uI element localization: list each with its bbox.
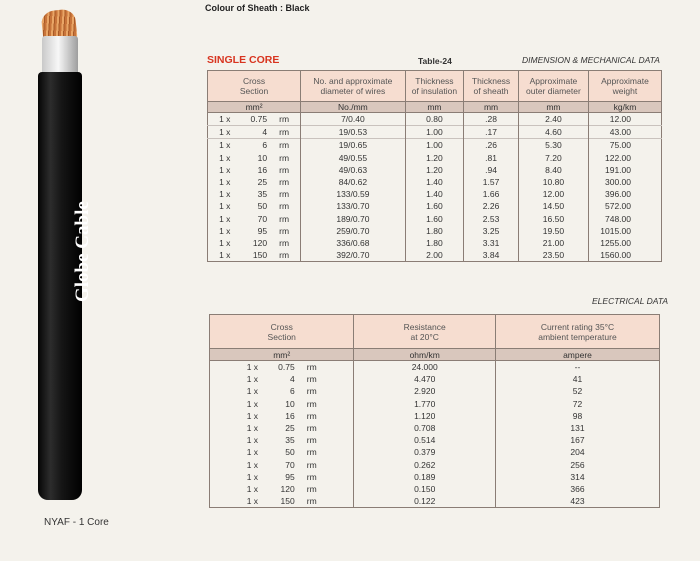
weight-cell: 300.00	[605, 177, 631, 188]
wires-cell: 259/0.70	[301, 225, 406, 237]
cross-section-value	[247, 446, 317, 458]
weight-cell: 43.00	[588, 126, 661, 139]
resistance-cell: 1.770	[354, 398, 496, 410]
column-header: Thickness of insulation	[405, 71, 464, 102]
cross-section-cell	[208, 152, 301, 164]
section-unit: rm	[279, 152, 290, 163]
sheath-cell: 2.53	[464, 213, 519, 225]
section-size: 25	[285, 423, 295, 434]
unit-cell: kg/km	[588, 102, 661, 113]
cross-section-value	[219, 152, 289, 164]
column-header: Current rating 35°C ambient temperature	[495, 315, 659, 349]
section-unit: rm	[279, 201, 290, 212]
multiplier: 1 x	[246, 386, 259, 397]
cross-section-cell	[208, 237, 301, 249]
table-row	[208, 225, 662, 237]
section-unit: rm	[306, 459, 317, 470]
section-size: 120	[252, 237, 268, 248]
cross-section-cell	[208, 139, 301, 152]
sheath-cell: .94	[464, 164, 519, 176]
table-row	[210, 471, 660, 483]
wires-cell: 336/0.68	[301, 237, 406, 249]
outer-diameter-cell: 4.60	[518, 126, 588, 139]
multiplier: 1 x	[219, 140, 231, 151]
insulation-cell: 1.40	[405, 176, 464, 188]
multiplier: 1 x	[219, 213, 231, 224]
sheath-cell: .26	[464, 139, 519, 152]
cross-section-cell	[208, 249, 301, 262]
outer-diameter-cell: 14.50	[518, 200, 588, 212]
unit-cell: No./mm	[301, 102, 406, 113]
section-size: 150	[252, 250, 268, 261]
outer-diameter-cell: 21.00	[518, 237, 588, 249]
sheath-cell: 1.66	[464, 188, 519, 200]
multiplier: 1 x	[219, 237, 231, 248]
resistance-cell: 0.262	[354, 459, 496, 471]
dimension-table-units	[208, 102, 662, 113]
insulation-cell: 1.20	[405, 152, 464, 164]
cross-section-cell	[208, 200, 301, 212]
table-row	[210, 446, 660, 458]
cable-brand-name: Globe Cable	[72, 201, 93, 302]
resistance-cell: 0.514	[354, 434, 496, 446]
weight-cell: 572.00	[605, 201, 631, 212]
current-rating-cell: 167	[570, 435, 585, 446]
section-title: SINGLE CORE	[207, 54, 280, 66]
current-rating-cell: 423	[570, 496, 585, 507]
dimension-table-header	[208, 71, 662, 102]
table-row	[210, 434, 660, 446]
outer-diameter-cell: 5.30	[518, 139, 588, 152]
cross-section-value	[219, 164, 289, 176]
wires-cell: 133/0.70	[301, 200, 406, 212]
resistance-cell: 0.379	[354, 446, 496, 458]
unit-cell: mm	[405, 102, 464, 113]
cross-section-cell	[208, 164, 301, 176]
current-rating-cell: 52	[572, 386, 583, 397]
current-rating-cell: 131	[570, 423, 585, 434]
electrical-heading: ELECTRICAL DATA	[592, 296, 669, 306]
cross-section-cell	[210, 385, 354, 397]
sheath-cell: 3.25	[464, 225, 519, 237]
section-unit: rm	[279, 114, 290, 125]
electrical-table	[209, 314, 660, 508]
section-size: 6	[262, 140, 268, 151]
section-unit: rm	[279, 177, 290, 188]
cross-section-cell	[210, 422, 354, 434]
cross-section-cell	[208, 213, 301, 225]
wires-cell: 392/0.70	[301, 249, 406, 262]
section-size: 35	[257, 189, 268, 200]
current-rating-cell: 72	[572, 398, 583, 409]
cross-section-value	[219, 225, 289, 237]
section-unit: rm	[279, 140, 290, 151]
wires-cell: 133/0.59	[301, 188, 406, 200]
column-header: Approximate weight	[588, 71, 661, 102]
unit-cell: mm	[518, 102, 588, 113]
section-size: 95	[257, 225, 268, 236]
table-row	[208, 188, 662, 200]
cross-section-cell	[208, 225, 301, 237]
cross-section-value	[219, 113, 289, 125]
table-row	[208, 164, 662, 176]
table-number: Table-24	[418, 56, 452, 66]
cross-section-value	[247, 422, 317, 434]
section-unit: rm	[279, 225, 290, 236]
cross-section-value	[219, 188, 289, 200]
section-unit: rm	[279, 213, 290, 224]
sheath-cell: .81	[464, 152, 519, 164]
cross-section-value	[219, 126, 289, 138]
cross-section-value	[247, 434, 317, 446]
cross-section-value	[247, 361, 317, 373]
cross-section-cell	[210, 373, 354, 385]
cross-section-cell	[210, 446, 354, 458]
table-row	[210, 483, 660, 495]
cross-section-cell	[208, 126, 301, 139]
cross-section-value	[247, 373, 317, 385]
multiplier: 1 x	[246, 483, 259, 494]
section-size: 25	[257, 177, 268, 188]
section-size: 95	[285, 471, 295, 482]
cross-section-value	[247, 483, 317, 495]
wires-cell: 19/0.65	[301, 139, 406, 152]
outer-diameter-cell: 16.50	[518, 213, 588, 225]
cross-section-value	[247, 471, 317, 483]
table-row	[208, 152, 662, 164]
sheath-cell: 1.57	[464, 176, 519, 188]
table-row	[210, 495, 660, 508]
section-unit: rm	[279, 189, 290, 200]
outer-diameter-cell: 23.50	[518, 249, 588, 262]
unit-cell: mm	[464, 102, 519, 113]
section-unit: rm	[279, 250, 290, 261]
unit-cell: mm²	[208, 102, 301, 113]
weight-cell: 748.00	[605, 213, 631, 224]
section-size: 120	[280, 483, 295, 494]
resistance-cell: 2.920	[354, 385, 496, 397]
cable-caption: NYAF - 1 Core	[44, 517, 109, 528]
table-row	[210, 459, 660, 471]
section-size: 16	[257, 164, 268, 175]
multiplier: 1 x	[219, 225, 231, 236]
section-unit: rm	[306, 483, 317, 494]
multiplier: 1 x	[219, 250, 231, 261]
weight-cell: 396.00	[605, 189, 631, 200]
cross-section-value	[219, 213, 289, 225]
multiplier: 1 x	[219, 177, 231, 188]
table-row	[210, 410, 660, 422]
cable-illustration	[38, 10, 93, 500]
outer-diameter-cell: 19.50	[518, 225, 588, 237]
sheath-cell: .17	[464, 126, 519, 139]
table-row	[210, 398, 660, 410]
electrical-table-header	[210, 315, 660, 349]
wires-cell: 7/0.40	[301, 113, 406, 126]
resistance-cell: 24.000	[354, 361, 496, 374]
section-size: 70	[257, 213, 268, 224]
table-row	[208, 200, 662, 212]
current-rating-cell: 98	[572, 410, 583, 421]
cross-section-value	[247, 410, 317, 422]
section-unit: rm	[279, 127, 290, 138]
resistance-cell: 0.189	[354, 471, 496, 483]
outer-diameter-cell: 12.00	[518, 188, 588, 200]
current-rating-cell: 314	[570, 471, 585, 482]
cross-section-cell	[208, 113, 301, 126]
cross-section-cell	[208, 176, 301, 188]
section-unit: rm	[306, 386, 317, 397]
sheath-colour-note: Colour of Sheath : Black	[205, 3, 310, 13]
cross-section-cell	[210, 361, 354, 374]
weight-cell: 122.00	[605, 152, 631, 163]
weight-cell: 12.00	[588, 113, 661, 126]
table-row	[208, 237, 662, 249]
unit-cell: ohm/km	[354, 349, 496, 361]
multiplier: 1 x	[219, 114, 231, 125]
multiplier: 1 x	[246, 471, 259, 482]
table-row	[210, 385, 660, 397]
section-size: 4	[262, 127, 268, 138]
current-rating-cell: 204	[570, 447, 585, 458]
cross-section-value	[247, 495, 317, 507]
cross-section-cell	[210, 471, 354, 483]
cross-section-value	[219, 237, 289, 249]
resistance-cell: 0.708	[354, 422, 496, 434]
sheath-cell: 3.31	[464, 237, 519, 249]
dimension-heading: DIMENSION & MECHANICAL DATA	[522, 55, 660, 65]
section-size: 50	[285, 447, 295, 458]
cross-section-value	[219, 139, 289, 151]
resistance-cell: 4.470	[354, 373, 496, 385]
section-unit: rm	[306, 398, 317, 409]
section-size: 0.75	[278, 362, 295, 373]
table-row	[208, 249, 662, 262]
sheath-cell: .28	[464, 113, 519, 126]
multiplier: 1 x	[246, 362, 259, 373]
cross-section-value	[247, 459, 317, 471]
cross-section-value	[219, 200, 289, 212]
cross-section-cell	[210, 495, 354, 508]
cross-section-value	[219, 176, 289, 188]
section-unit: rm	[306, 423, 317, 434]
multiplier: 1 x	[246, 496, 259, 507]
resistance-cell: 0.122	[354, 495, 496, 508]
wires-cell: 49/0.55	[301, 152, 406, 164]
multiplier: 1 x	[219, 164, 231, 175]
table-row	[210, 373, 660, 385]
multiplier: 1 x	[246, 423, 259, 434]
section-unit: rm	[306, 410, 317, 421]
column-header: Thickness of sheath	[464, 71, 519, 102]
resistance-cell: 0.150	[354, 483, 496, 495]
table-row	[208, 139, 662, 152]
cross-section-cell	[210, 483, 354, 495]
section-unit: rm	[306, 496, 317, 507]
cross-section-cell	[208, 188, 301, 200]
multiplier: 1 x	[246, 398, 259, 409]
column-header: No. and approximate diameter of wires	[301, 71, 406, 102]
section-unit: rm	[306, 374, 317, 385]
column-header: Cross Section	[208, 71, 301, 102]
cross-section-cell	[210, 398, 354, 410]
outer-diameter-cell: 2.40	[518, 113, 588, 126]
cross-section-value	[219, 249, 289, 261]
section-size: 70	[285, 459, 295, 470]
insulation-cell: 1.60	[405, 200, 464, 212]
table-row	[208, 126, 662, 139]
weight-cell: 75.00	[588, 139, 661, 152]
outer-diameter-cell: 10.80	[518, 176, 588, 188]
table-row	[208, 176, 662, 188]
multiplier: 1 x	[219, 127, 231, 138]
weight-cell: 191.00	[605, 164, 631, 175]
weight-cell: 1255.00	[600, 237, 631, 248]
wires-cell: 84/0.62	[301, 176, 406, 188]
wires-cell: 19/0.53	[301, 126, 406, 139]
multiplier: 1 x	[246, 374, 259, 385]
insulation-cell: 1.60	[405, 213, 464, 225]
section-size: 10	[257, 152, 268, 163]
column-header: Approximate outer diameter	[518, 71, 588, 102]
multiplier: 1 x	[219, 189, 231, 200]
current-rating-cell: 41	[572, 374, 583, 385]
outer-diameter-cell: 7.20	[518, 152, 588, 164]
insulation-cell: 1.20	[405, 164, 464, 176]
section-size: 6	[289, 386, 295, 397]
section-size: 150	[280, 496, 295, 507]
cross-section-cell	[210, 434, 354, 446]
section-size: 50	[257, 201, 268, 212]
multiplier: 1 x	[219, 152, 231, 163]
table-row	[210, 361, 660, 374]
table-row	[208, 213, 662, 225]
current-rating-cell: 366	[570, 483, 585, 494]
sheath-cell: 2.26	[464, 200, 519, 212]
section-size: 4	[289, 374, 295, 385]
multiplier: 1 x	[246, 410, 259, 421]
unit-cell: ampere	[495, 349, 659, 361]
insulation-cell: 1.00	[405, 139, 464, 152]
insulation-cell: 0.80	[405, 113, 464, 126]
wires-cell: 189/0.70	[301, 213, 406, 225]
table-row	[208, 113, 662, 126]
electrical-table-units	[210, 349, 660, 361]
current-rating-cell: 256	[570, 459, 585, 470]
weight-cell: 1560.00	[600, 250, 631, 261]
section-unit: rm	[279, 237, 290, 248]
wires-cell: 49/0.63	[301, 164, 406, 176]
insulation-cell: 1.80	[405, 237, 464, 249]
column-header: Resistance at 20°C	[354, 315, 496, 349]
section-size: 0.75	[250, 114, 268, 125]
column-header: Cross Section	[210, 315, 354, 349]
section-unit: rm	[306, 471, 317, 482]
dimension-table	[207, 70, 662, 262]
insulation-cell: 1.00	[405, 126, 464, 139]
weight-cell: 1015.00	[600, 225, 631, 236]
insulation-cell: 2.00	[405, 249, 464, 262]
sheath-cell: 3.84	[464, 249, 519, 262]
outer-diameter-cell: 8.40	[518, 164, 588, 176]
cross-section-cell	[210, 410, 354, 422]
cross-section-cell	[210, 459, 354, 471]
insulation-cell: 1.40	[405, 188, 464, 200]
multiplier: 1 x	[246, 435, 259, 446]
cross-section-value	[247, 398, 317, 410]
section-unit: rm	[306, 435, 317, 446]
unit-cell: mm²	[210, 349, 354, 361]
section-size: 16	[285, 410, 295, 421]
multiplier: 1 x	[219, 201, 231, 212]
section-size: 10	[285, 398, 295, 409]
current-rating-cell: --	[495, 361, 659, 374]
cable-sheath	[38, 72, 93, 500]
table-row	[210, 422, 660, 434]
section-unit: rm	[279, 164, 290, 175]
resistance-cell: 1.120	[354, 410, 496, 422]
multiplier: 1 x	[246, 447, 259, 458]
insulation-cell: 1.80	[405, 225, 464, 237]
cross-section-value	[247, 385, 317, 397]
section-unit: rm	[306, 362, 317, 373]
section-unit: rm	[306, 447, 317, 458]
multiplier: 1 x	[246, 459, 259, 470]
section-size: 35	[285, 435, 295, 446]
